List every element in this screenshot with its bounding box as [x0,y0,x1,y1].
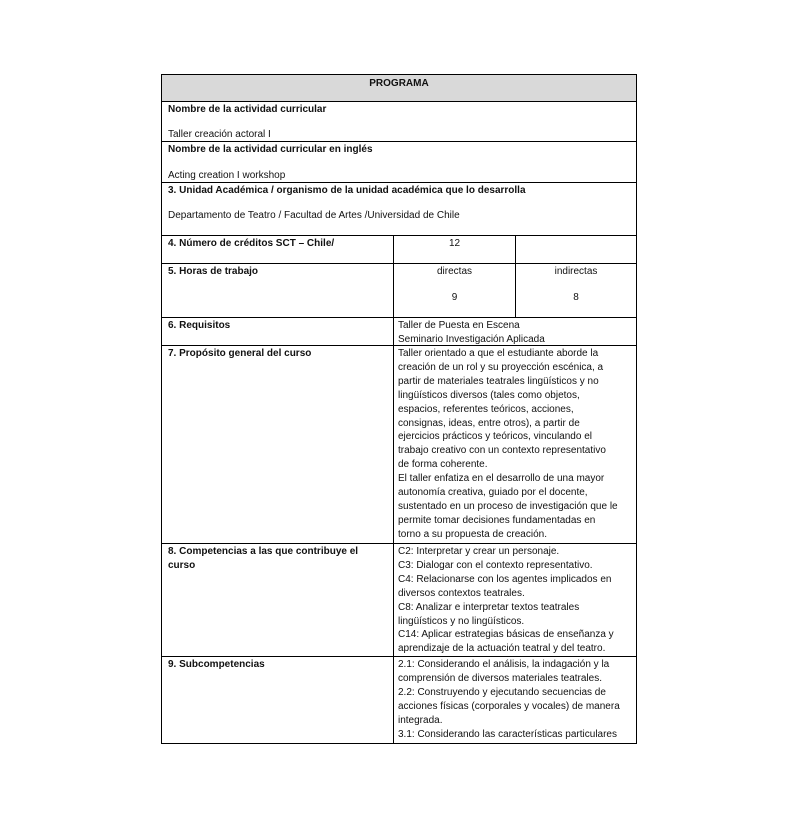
competency-line: C3: Dialogar con el contexto representativo. [398,559,593,571]
purpose-label: 7. Propósito general del curso [162,346,394,543]
credits-label: 4. Número de créditos SCT – Chile/ [162,236,394,263]
competency-line: C4: Relacionarse con los agentes implicados en [398,573,612,585]
hours-indirect-cell [516,264,636,317]
competency-line: lingüísticos y no lingüísticos. [398,615,525,627]
purpose-row [161,346,637,544]
subcompetency-line: 3.1: Considerando las características particulares [398,728,617,740]
purpose-line: creación de un rol y su proyección escénica, a [398,361,604,373]
subcompetencies-value [394,657,636,743]
subcompetency-line: 2.1: Considerando el análisis, la indagación y la [398,659,610,670]
credits-row [161,236,637,264]
academic-unit-label: 3. Unidad Académica / organismo de la unidad académica que lo desarrolla [168,185,526,196]
competency-line: C8: Analizar e interpretar textos teatrales [398,601,580,613]
requirements-row [161,318,637,346]
hours-label: 5. Horas de trabajo [162,264,394,317]
hours-row [161,264,637,318]
academic-unit-value: Departamento de Teatro / Facultad de Artes /Universidad de Chile [168,210,460,221]
activity-name-english-value: Acting creation I workshop [168,170,286,181]
purpose-line: ejercicios prácticos y teóricos, vinculando el [398,431,592,443]
hours-indirect-label: indirectas [554,266,598,277]
requirements-value [394,318,636,345]
purpose-line: partir de materiales teatrales lingüísticos y no [398,375,599,387]
purpose-line: torno a su propuesta de creación. [398,528,547,540]
requirements-label: 6. Requisitos [162,318,394,345]
purpose-line: lingüísticos diversos (tales como objetos, [398,389,580,401]
program-header: PROGRAMA [161,74,637,102]
purpose-line: sustentado en un proceso de investigación que le [398,500,618,512]
activity-name-english-label: Nombre de la actividad curricular en inglés [168,144,373,155]
credits-extra [516,236,636,263]
activity-name-english-row [161,142,637,183]
activity-name-row [161,102,637,142]
requirement-line: Seminario Investigación Aplicada [398,333,545,345]
purpose-line: autonomía creativa, guiado por el docente, [398,487,588,499]
program-document [161,74,637,744]
subcompetency-line: 2.2: Construyendo y ejecutando secuencias de [398,686,606,698]
purpose-line: de forma coherente. [398,459,488,471]
hours-direct-value: 9 [451,292,458,303]
hours-indirect-value: 8 [573,292,579,303]
purpose-value [394,346,636,543]
subcompetency-line: integrada. [398,714,443,726]
academic-unit-row [161,183,637,236]
competency-line: C14: Aplicar estrategias básicas de enseñanza y [398,629,614,641]
competency-line: aprendizaje de la actuación teatral y del teatro. [398,643,606,655]
hours-direct-cell [394,264,516,317]
purpose-line: El taller enfatiza en el desarrollo de una mayor [398,473,605,485]
subcompetency-line: acciones físicas (corporales y vocales) de manera [398,700,620,712]
subcompetency-line: comprensión de diversos materiales teatrales. [398,672,602,684]
hours-direct-label: directas [436,266,472,277]
competency-line: diversos contextos teatrales. [398,587,525,599]
subcompetencies-row [161,657,637,744]
purpose-line: consignas, ideas, entre otros), a partir de [398,417,580,429]
purpose-line: permite tomar decisiones fundamentadas en [398,514,596,526]
activity-name-label: Nombre de la actividad curricular [168,104,327,115]
credits-value: 12 [394,236,516,263]
competencies-row [161,544,637,657]
purpose-line: trabajo creativo con un contexto representativo [398,445,606,457]
subcompetencies-label: 9. Subcompetencias [162,657,394,743]
activity-name-value: Taller creación actoral I [168,129,271,140]
purpose-line: espacios, referentes teóricos, acciones, [398,403,574,415]
competencies-value [394,544,636,656]
requirement-line: Taller de Puesta en Escena [398,320,520,331]
competency-line: C2: Interpretar y crear un personaje. [398,546,560,557]
purpose-line: Taller orientado a que el estudiante aborde la [398,348,599,359]
competencies-label: 8. Competencias a las que contribuye el curso [162,544,394,656]
